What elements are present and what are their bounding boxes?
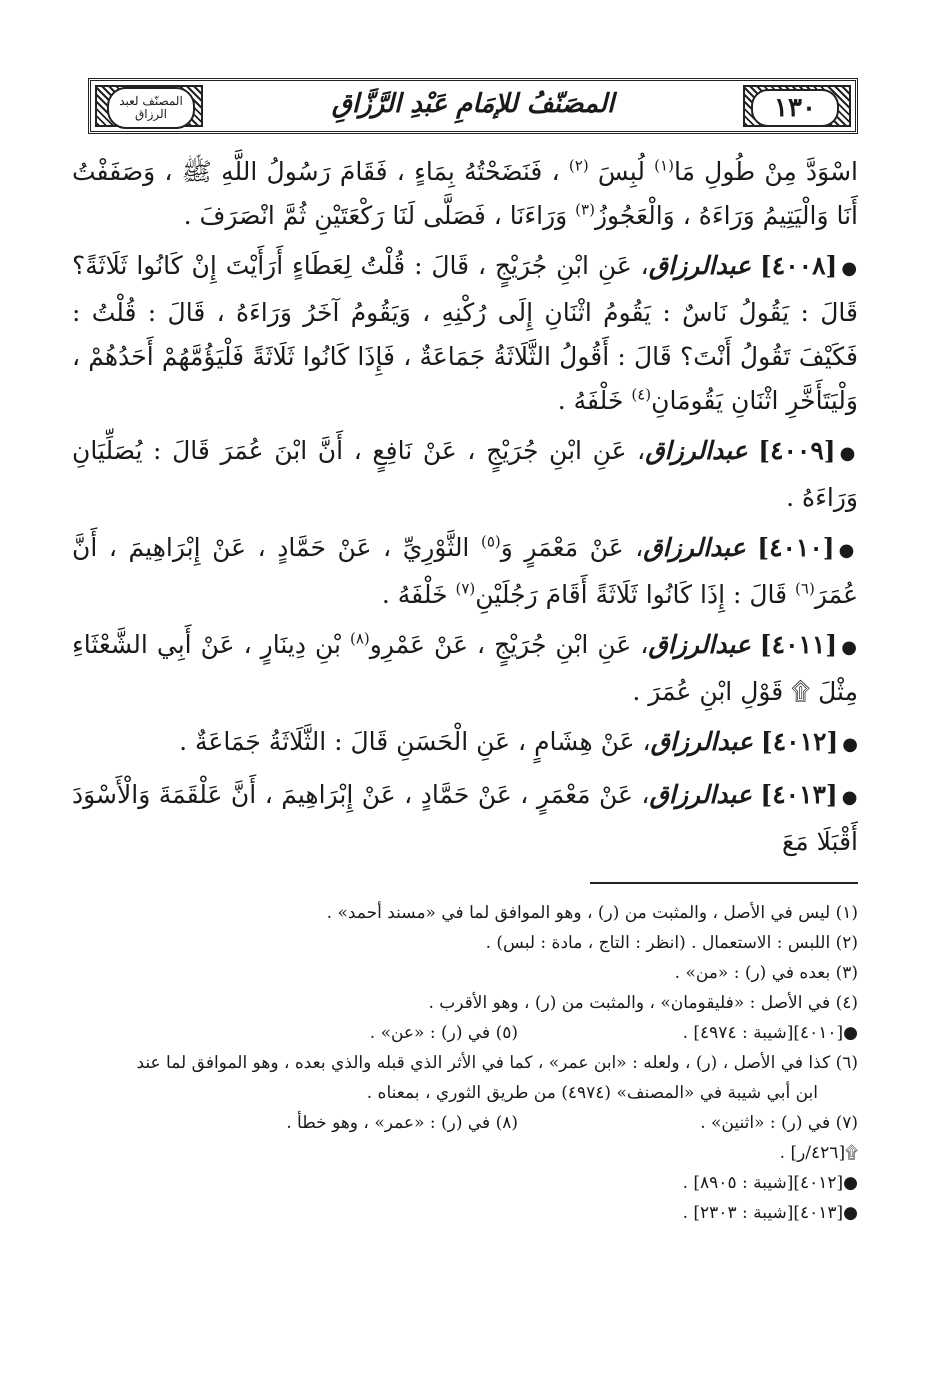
author-name: عبدالرزاق bbox=[650, 727, 753, 756]
bullet-icon: ● bbox=[841, 258, 858, 279]
footnote-6-cont: ابن أبي شيبة في «المصنف» (٤٩٧٤) من طريق الثوري ، بمعناه . bbox=[366, 1083, 818, 1103]
footnote-5: (٥) في (ر) : «عن» . bbox=[369, 1023, 518, 1043]
author-name: عبدالرزاق bbox=[648, 251, 752, 280]
folio-marker: ۩[٤٢٦/ر] . bbox=[779, 1143, 858, 1163]
book-logo: المصنّف لعبد الرزاق bbox=[107, 87, 195, 129]
author-name: عبدالرزاق bbox=[648, 630, 751, 659]
author-name: عبدالرزاق bbox=[649, 780, 752, 809]
continuation-paragraph: اسْوَدَّ مِنْ طُولِ مَا$^{(١)}$ لُبِسَ $^{(٢)}$ ، فَنَضَحْتُهُ بِمَاءٍ ، فَقَامَ رَسُولُ اللَّهِ ﷺ ، وَصَفَفْتُ أَنَا وَالْيَتِيمُ وَرَاءَهُ ، وَالْعَجُوزُ$^{(٣)}$ وَرَاءَنَا ، فَصَلَّى لَنَا رَكْعَتَيْنِ ثُمَّ انْصَرَفَ . bbox=[72, 156, 858, 230]
footnote-ref[interactable]: (٨) bbox=[350, 629, 370, 648]
hadith-4008: ●[٤٠٠٨] عبدالرزاق، عَنِ ابْنِ جُرَيْجٍ ، قَالَ : قُلْتُ لِعَطَاءٍ أَرَأَيْتَ إِنْ كَانُوا ثَلَاثَةً؟ قَالَ : يَقُولُ نَاسٌ : يَقُومُ اثْنَانِ إِلَى رُكْنِهِ ، وَيَقُومُ آخَرُ وَرَاءَهُ ، قَالَ : قُلْتُ : فَكَيْفَ تَقُولُ أَنْتَ؟ قَالَ : أَقُولُ الثَّلَاثَةُ جَمَاعَةٌ ، فَإِذَا كَانُوا ثَلَاثَةً فَلْيَؤُمَّهُمْ أَحَدُهُمْ ، وَلْيَتَأَخَّرِ اثْنَانِ يَقُومَانِ$^{(٤)}$ خَلْفَهُ . bbox=[72, 251, 858, 415]
hadith-4009: ●[٤٠٠٩] عبدالرزاق، عَنِ ابْنِ جُرَيْجٍ ، عَنْ نَافِعٍ ، أَنَّ ابْنَ عُمَرَ قَالَ : يُصَلِّيَانِ وَرَاءَهُ . bbox=[72, 436, 859, 512]
footnote-row-7-8 bbox=[72, 1108, 858, 1138]
hadith-4011: ●[٤٠١١] عبدالرزاق، عَنِ ابْنِ جُرَيْجٍ ، عَنْ عَمْرِو$^{(٨)}$ بْنِ دِينَارٍ ، عَنْ أَبِي الشَّعْثَاءِ مِثْلَ ۩ قَوْلِ ابْنِ عُمَرَ . bbox=[72, 629, 858, 706]
takhrij-4010: ●[٤٠١٠][شيبة : ٤٩٧٤] . bbox=[682, 1023, 858, 1043]
hadith-4013: ●[٤٠١٣] عبدالرزاق، عَنْ مَعْمَرٍ ، عَنْ حَمَّادٍ ، عَنْ إِبْرَاهِيمَ ، أَنَّ عَلْقَمَةَ وَالْأَسْوَدَ أَقْبَلَا مَعَ bbox=[72, 780, 858, 856]
footnote-2: (٢) اللبس : الاستعمال . (انظر : التاج ، مادة : لبس) . bbox=[485, 933, 858, 953]
footnote-7: (٧) في (ر) : «اثنين» . bbox=[700, 1113, 858, 1133]
hadith-number: [٤٠١٣] bbox=[760, 780, 838, 809]
hadith-4012: ●[٤٠١٢] عبدالرزاق، عَنْ هِشَامٍ ، عَنِ الْحَسَنِ قَالَ : الثَّلَاثَةُ جَمَاعَةٌ . bbox=[179, 727, 858, 756]
bullet-icon: ● bbox=[842, 734, 858, 755]
footnote-ref[interactable]: (٧) bbox=[455, 579, 476, 598]
running-title: المصَنّفُ للإمَامِ عَبْدِ الرَّزَّاقِ bbox=[331, 89, 615, 119]
hadith-number: [٤٠٠٩] bbox=[758, 436, 836, 465]
footnote-ref[interactable]: (٤) bbox=[631, 385, 652, 404]
hadith-number: [٤٠١١] bbox=[759, 630, 838, 659]
footnote-divider bbox=[590, 882, 858, 884]
footnote-3: (٣) بعده في (ر) : «من» . bbox=[674, 963, 858, 983]
footnote-4: (٤) في الأصل : «فليقومان» ، والمثبت من (ر) ، وهو الأقرب . bbox=[428, 993, 858, 1013]
main-text bbox=[72, 150, 858, 864]
footnote-ref[interactable]: (٥) bbox=[480, 532, 501, 551]
footnote-ref[interactable]: (٢) bbox=[568, 156, 589, 175]
author-name: عبدالرزاق bbox=[643, 533, 746, 562]
footnote-1: (١) ليس في الأصل ، والمثبت من (ر) ، وهو الموافق لما في «مسند أحمد» . bbox=[326, 903, 858, 923]
footnote-row-4010 bbox=[72, 1018, 858, 1048]
page-header bbox=[88, 78, 858, 134]
footnote-ref[interactable]: (٦) bbox=[795, 579, 815, 598]
footnote-ref[interactable]: (١) bbox=[654, 156, 674, 175]
hadith-number: [٤٠١٢] bbox=[760, 727, 839, 756]
bullet-icon: ● bbox=[839, 443, 859, 464]
bullet-icon: ● bbox=[841, 637, 858, 658]
hadith-number: [٤٠١٠] bbox=[757, 533, 835, 562]
takhrij-4012: ●[٤٠١٢][شيبة : ٨٩٠٥] . bbox=[682, 1173, 858, 1193]
bullet-icon: ● bbox=[838, 540, 858, 561]
hadith-4010: ●[٤٠١٠] عبدالرزاق، عَنْ مَعْمَرٍ وَ$^{(٥)}$ الثَّوْرِيِّ ، عَنْ حَمَّادٍ ، عَنْ إِبْرَاهِيمَ ، أَنَّ عُمَرَ$^{(٦)}$ قَالَ : إِذَا كَانُوا ثَلَاثَةً أَقَامَ رَجُلَيْنِ$^{(٧)}$ خَلْفَهُ . bbox=[72, 532, 858, 609]
author-name: عبدالرزاق bbox=[645, 436, 748, 465]
hadith-number: [٤٠٠٨] bbox=[759, 251, 838, 280]
takhrij-4013: ●[٤٠١٣][شيبة : ٢٣٠٣] . bbox=[682, 1203, 858, 1223]
footnote-6: (٦) كذا في الأصل ، (ر) ، ولعله : «ابن عمر» ، كما في الأثر الذي قبله والذي بعده ، وهو الموافق لما عند bbox=[136, 1053, 858, 1073]
page-number: ١٣٠ bbox=[751, 89, 839, 127]
bullet-icon: ● bbox=[841, 787, 858, 808]
footnote-ref[interactable]: (٣) bbox=[575, 200, 595, 219]
footnotes bbox=[72, 898, 858, 1228]
footnote-8: (٨) في (ر) : «عمر» ، وهو خطأ . bbox=[286, 1113, 518, 1133]
